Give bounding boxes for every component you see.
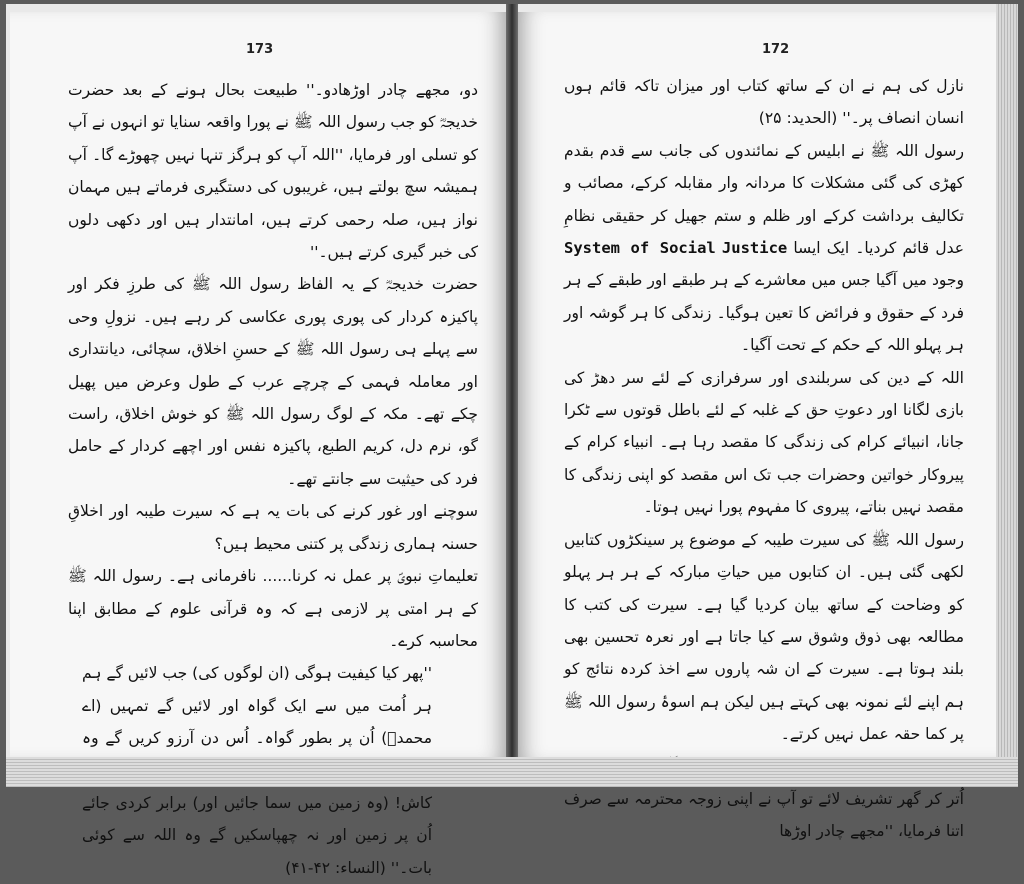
page-number: 172 [762,42,790,57]
book-gutter [506,4,518,787]
paragraph-text: وجود میں آگیا جس میں معاشرے کے ہر طبقے اور طبقے کے ہر فرد کے حقوق و فرائض کا تعین ہوگیا۔ زندگی کا ہر گوشہ اور ہر پہلو اللہ کے حکم کے تحت آگیا۔ [564,271,964,355]
quran-quote: ''پھر کیا کیفیت ہوگی (ان لوگوں کی) جب لائیں گے ہم ہر اُمت میں سے ایک گواہ اور لائیں گے تمہیں (اے محمدؐ) اُن پر بطور گواہ۔ اُس دن آرزو کریں گے وہ کاش! (وہ زمین میں سما جائیں اور) برابر کردی جائے اُن پر زمین اور نہ چھپاسکیں گے وہ اللہ سے کوئی بات۔'' (النساء: ۴۲-۴۱) [82,664,432,877]
paragraph: رسول اللہ ﷺ کی سیرت طیبہ کے موضوع پر سینکڑوں کتابیں لکھی گئی ہیں۔ ان کتابوں میں حیاتِ مبارکہ کے ہر ہر پہلو کو وضاحت کے ساتھ بیان کردیا گیا ہے۔ سیرت کی کتب کا مطالعہ بھی ذوق وشوق سے کیا جاتا ہے اور نعرہ تحسین بھی بلند ہوتا ہے۔ سیرت کے ان شہ پاروں سے اخذ کردہ نتائج کو ہم اپنے لئے نمونہ بھی کہتے ہیں لیکن ہم اسوۂ رسول اللہ ﷺ پر کما حقہ عمل نہیں کرتے۔ [564,530,964,744]
page-number: 173 [246,42,274,57]
paragraph: دو، مجھے چادر اوڑھادو۔'' طبیعت بحال ہونے کے بعد حضرت خدیجہؓ کو جب رسول اللہ ﷺ نے پورا واقعہ سنایا تو انہوں نے آپ کو تسلی اور فرمایا، ''اللہ آپ کو ہرگز تنہا نہیں چھوڑے گا۔ آپ ہمیشہ سچ بولتے ہیں، غریبوں کی دستگیری فرماتے ہیں مہمان نواز ہیں، صلہ رحمی کرتے ہیں، امانتدار ہیں اور دکھی دلوں کی خبر گیری کرتے ہیں۔'' [68,81,478,262]
paragraph: اللہ کے دین کی سربلندی اور سرفرازی کے لئے سر دھڑ کی بازی لگانا اور دعوتِ حق کے غلبہ کے لئے باطل قوتوں سے ٹکرا جانا، انبیائے کرام کی زندگی کا مقصد رہا ہے۔ انبیاء کرام کے پیروکار خواتین وحضرات جب تک اس مقصد کو اپنی زندگی کا مقصد نہیں بناتے، پیروی کا مفہوم پورا نہیں ہوتا۔ [564,368,964,517]
english-phrase: Justice [721,239,788,258]
english-phrase: System of Social [564,239,716,258]
paragraph: سوچنے اور غور کرنے کی بات یہ ہے کہ سیرت طیبہ اور اخلاقِ حسنہ ہماری زندگی پر کتنی محیط ہیں؟ [68,502,478,553]
page-edges-bottom [6,757,1018,787]
right-page [518,12,996,841]
page-body [564,70,964,848]
paragraph: نازل کی ہم نے ان کے ساتھ کتاب اور میزان تاکہ قائم ہوں انسان انصاف پر۔'' (الحدید: ۲۵) [564,77,964,128]
paragraph: حضرت خدیجہؓ کے یہ الفاظ رسول اللہ ﷺ کی طرزِ فکر اور پاکیزہ کردار کی پوری پوری عکاسی کر رہے ہیں۔ نزولِ وحی سے پہلے ہی رسول اللہ ﷺ کے حسنِ اخلاق، سچائی، دیانتداری اور معاملہ فہمی کے چرچے عرب کے طول وعرض میں پھیل چکے تھے۔ مکہ کے لوگ رسول اللہ ﷺ کو خوش اخلاق، راست گو، نرم دل، کریم الطبع، پاکیزہ نفس اور اچھے کردار کے حامل فرد کی حیثیت سے جانتے تھے۔ [68,275,478,488]
paragraph: اُتر کر گھر تشریف لائے تو آپ نے اپنی زوجہ محترمہ سے صرف اتنا فرمایا، ''مجھے چادر اوڑھا [564,789,964,841]
page-edges-right [996,4,1018,787]
paragraph: تعلیماتِ نبویؐ پر عمل نہ کرنا...... نافرمانی ہے۔ رسول اللہ ﷺ کے ہر امتی پر لازمی ہے کہ وہ قرآنی علوم کے مطابق اپنا محاسبہ کرے۔ [68,567,478,650]
left-page [10,12,506,877]
paragraph [564,135,964,362]
paragraph-text: رسول اللہ ﷺ نے ابلیس کے نمائندوں کی جانب سے قدم بقدم کھڑی کی گئی مشکلات کا مردانہ وار مقابلہ کرکے، مصائب و تکالیف برداشت کرکے اور ظلم و ستم جھیل کر حقیقی نظامِ عدل قائم کردیا۔ ایک ایسا [564,141,964,258]
open-book [6,4,1018,877]
